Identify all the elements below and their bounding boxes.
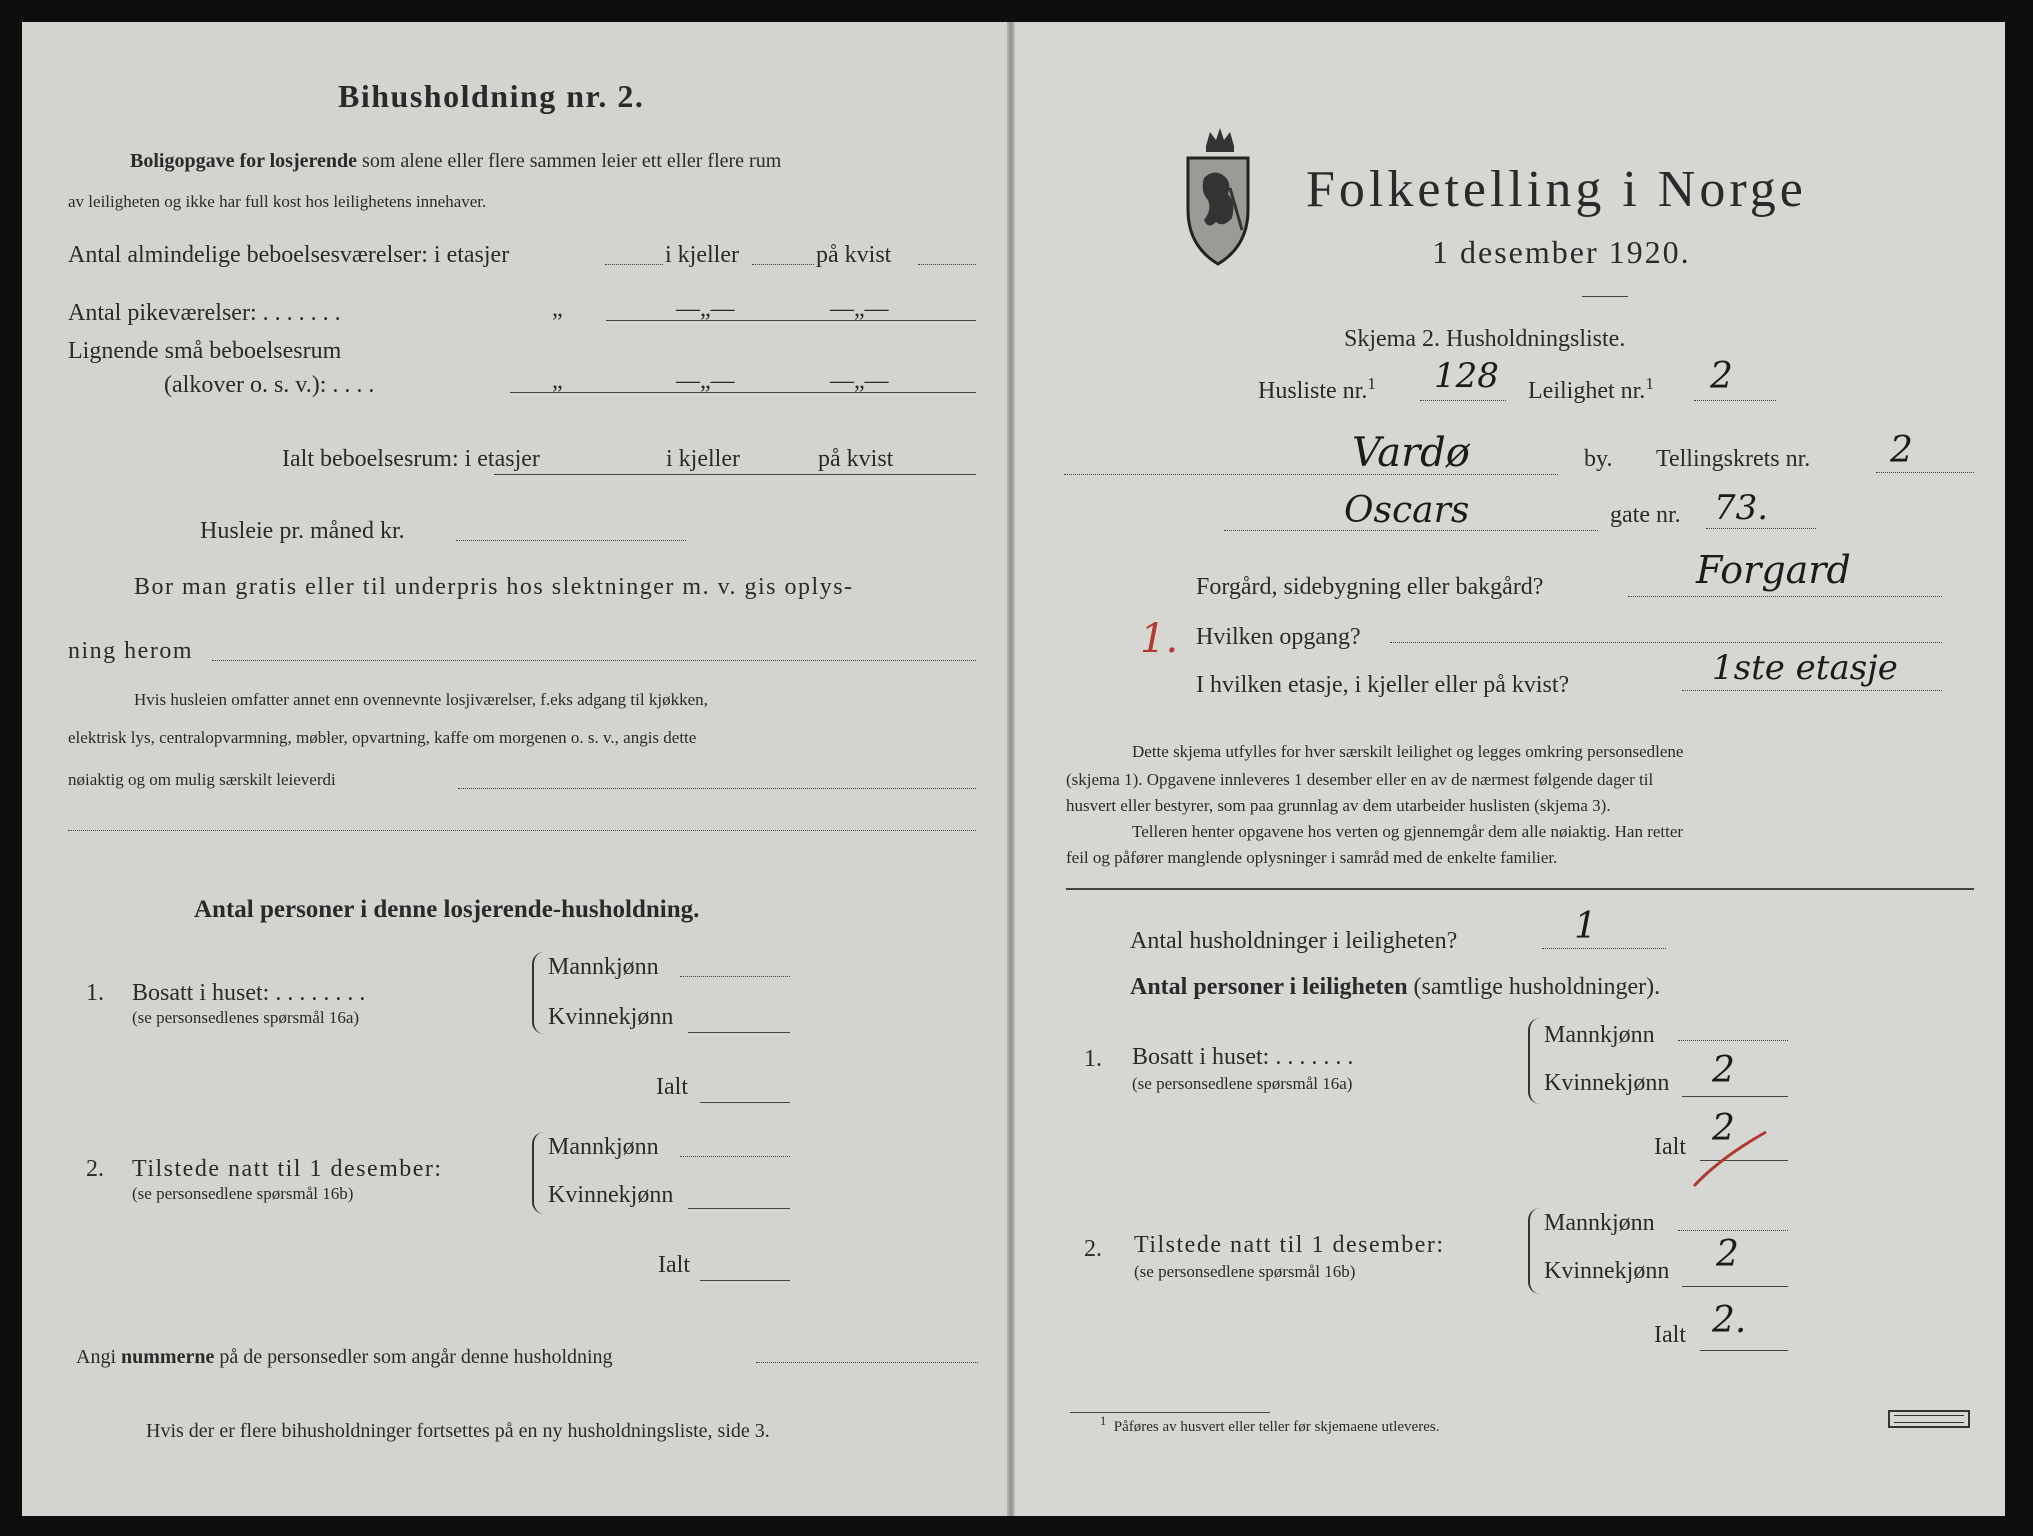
printer-stamp-icon xyxy=(1888,1410,1970,1428)
note-line-2: elektrisk lys, centralopvarmning, møbler, opvartning, kaffe om morgenen o. s. v., angis dette xyxy=(68,728,697,747)
etasje-value: 1ste etasje xyxy=(1712,648,1898,688)
left-q2-label: Tilstede natt til 1 desember: xyxy=(132,1156,443,1182)
left-q2-sub: (se personsedlene spørsmål 16b) xyxy=(132,1184,354,1203)
small-rooms-2: (alkover o. s. v.): . . . . xyxy=(164,372,375,398)
right-q2-sub: (se personsedlene spørsmål 16b) xyxy=(1134,1262,1356,1281)
opgang-red-mark: 1. xyxy=(1140,616,1179,662)
gate-label: gate nr. xyxy=(1610,502,1681,528)
leilighet-value: 2 xyxy=(1710,356,1733,397)
census-date: 1 desember 1920. xyxy=(1432,234,1691,270)
opgang-label: Hvilken opgang? xyxy=(1196,624,1361,650)
forgaard-label: Forgård, sidebygning eller bakgård? xyxy=(1196,574,1544,600)
forgaard-value: Forgard xyxy=(1696,548,1851,592)
right-q1-sub: (se personsedlene spørsmål 16a) xyxy=(1132,1074,1353,1093)
red-pencil-check-icon xyxy=(1690,1128,1770,1188)
angi-line: Angi nummerne på de personsedler som angår denne husholdning xyxy=(76,1346,613,1368)
page-fold xyxy=(1007,22,1015,1516)
norwegian-lion-coat-of-arms-icon xyxy=(1180,118,1256,268)
note-line-1: Hvis husleien omfatter annet enn ovennevnte losjiværelser, f.eks adgang til kjøkken, xyxy=(134,690,708,709)
right-q2-ialt-value: 2. xyxy=(1712,1300,1747,1341)
right-q1-ialt-value: 2 xyxy=(1712,1108,1735,1149)
hush-label: Antal husholdninger i leiligheten? xyxy=(1130,928,1458,954)
footnote: $^1$ Påføres av husvert eller teller før skjemaene utleveres. xyxy=(1100,1414,1440,1435)
by-label: by. xyxy=(1584,446,1613,472)
instr-line-4: Telleren henter opgavene hos verten og gjennemgår dem alle nøiaktig. Han retter xyxy=(1132,822,1684,841)
right-title: Folketelling i Norge xyxy=(1306,161,1807,218)
instr-line-1: Dette skjema utfylles for hver særskilt leilighet og legges omkring personsedlene xyxy=(1132,742,1684,761)
intro-line-1: Boligopgave for losjerende som alene eller flere sammen leier ett eller flere rum xyxy=(130,150,782,172)
rooms-label: Antal almindelige beboelsesværelser: i etasjer xyxy=(68,242,510,268)
rent-label: Husleie pr. måned kr. xyxy=(200,518,405,544)
etasje-label: I hvilken etasje, i kjeller eller på kvist? xyxy=(1196,672,1570,698)
left-title: Bihusholdning nr. 2. xyxy=(338,78,645,114)
instr-line-2: (skjema 1). Opgavene innleveres 1 desember eller en av de nærmest følgende dager til xyxy=(1066,770,1654,789)
right-q2-kvinne-value: 2 xyxy=(1716,1234,1739,1275)
krets-value: 2 xyxy=(1890,430,1913,471)
gratis-line-1: Bor man gratis eller til underpris hos slektninger m. v. gis oplys- xyxy=(134,574,854,600)
rooms-kvist: på kvist xyxy=(816,242,892,268)
left-footer: Hvis der er flere bihusholdninger fortsettes på en ny husholdningsliste, side 3. xyxy=(146,1420,770,1442)
husliste-value: 128 xyxy=(1434,356,1499,396)
instr-line-3: husvert eller bestyrer, som paa grunnlag av dem utarbeider huslisten (skjema 3). xyxy=(1066,796,1611,815)
right-q1-kvinne-value: 2 xyxy=(1712,1050,1735,1091)
right-persons-heading: Antal personer i leiligheten (samtlige husholdninger). xyxy=(1130,974,1661,1000)
right-q2-label: Tilstede natt til 1 desember: xyxy=(1134,1232,1445,1258)
left-q1-label: Bosatt i huset: . . . . . . . . xyxy=(132,980,366,1006)
rooms-kjeller: i kjeller xyxy=(665,242,739,268)
small-rooms-1: Lignende små beboelsesrum xyxy=(68,338,342,364)
right-q1-label: Bosatt i huset: . . . . . . . xyxy=(1132,1044,1354,1070)
left-q1-sub: (se personsedlenes spørsmål 16a) xyxy=(132,1008,360,1027)
city-value: Vardø xyxy=(1352,430,1470,476)
left-persons-heading: Antal personer i denne losjerende-husholdning. xyxy=(194,896,700,923)
husliste-label: Husliste nr.$^1$ xyxy=(1258,374,1376,404)
intro-line-2: av leiligheten og ikke har full kost hos leilighetens innehaver. xyxy=(68,192,487,211)
gratis-line-2: ning herom xyxy=(68,638,193,664)
hush-value: 1 xyxy=(1574,906,1597,947)
instr-line-5: feil og påfører manglende oplysninger i samråd med de enkelte familier. xyxy=(1066,848,1558,867)
ialt-rooms-label: Ialt beboelsesrum: i etasjer xyxy=(282,446,540,472)
pike-ditto: „ xyxy=(552,296,563,322)
gate-value: 73. xyxy=(1714,488,1769,528)
schema-label: Skjema 2. Husholdningsliste. xyxy=(1344,326,1626,352)
street-value: Oscars xyxy=(1344,490,1470,531)
note-line-3: nøiaktig og om mulig særskilt leieverdi xyxy=(68,770,336,789)
leilighet-label: Leilighet nr.$^1$ xyxy=(1528,374,1654,404)
krets-label: Tellingskrets nr. xyxy=(1656,446,1811,472)
pike-label: Antal pikeværelser: . . . . . . . xyxy=(68,300,341,326)
